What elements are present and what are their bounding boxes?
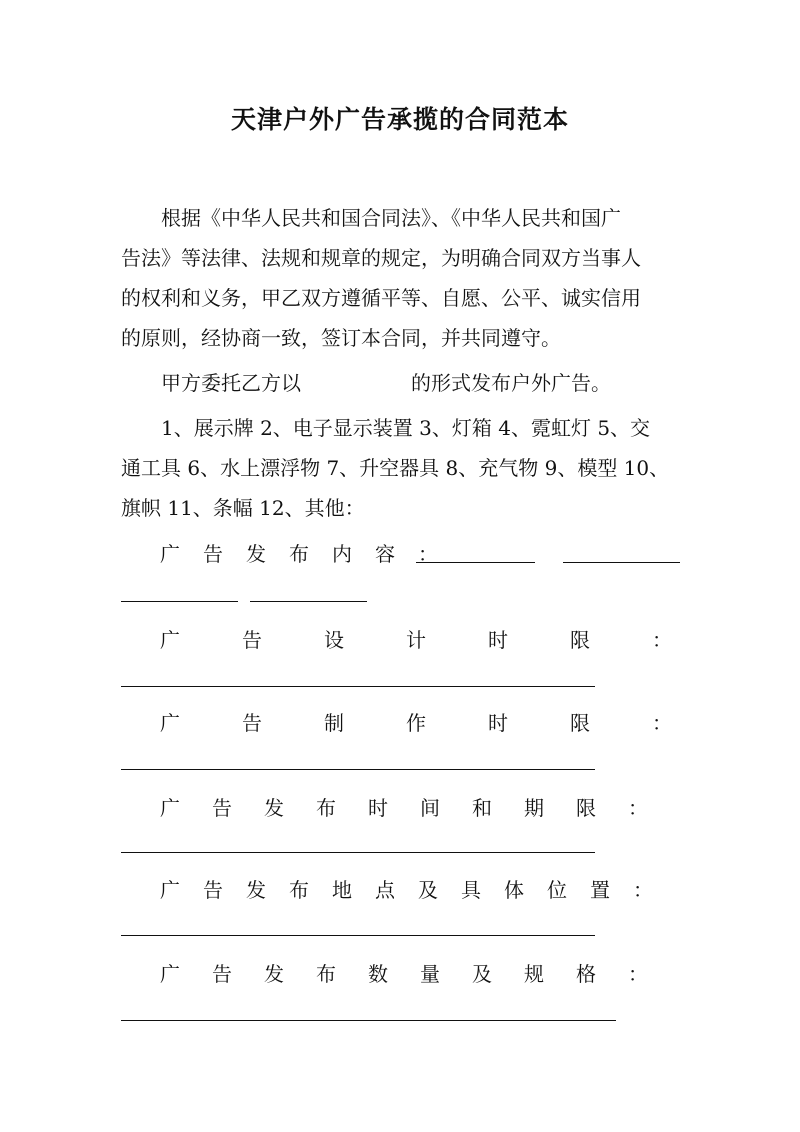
production-blank [121,769,595,770]
content-blank-2 [563,562,680,563]
field-label-char: 点 [375,878,395,902]
field-label-char: 广 [160,628,180,652]
field-quantity-spec [160,958,680,987]
field-label-char: ： [633,878,653,902]
field-label-char: 体 [504,878,524,902]
options-line-1: 1、展示牌 2、电子显示装置 3、灯箱 4、霓虹灯 5、交 [161,416,651,440]
field-label-char: 数 [368,962,388,986]
field-label-char: ： [652,711,672,735]
document-title: 天津户外广告承揽的合同范本 [230,105,569,134]
intro-line-3: 的权利和义务，甲乙双方遵循平等、自愿、公平、诚实信用 [121,286,641,310]
field-label-char: 内 [332,542,352,566]
design-blank [121,686,595,687]
field-label-char: 广 [160,542,180,566]
quantity-blank [121,1020,616,1021]
field-label-char: 格 [576,962,596,986]
field-label-char: 容 [375,542,395,566]
field-label-char: 具 [461,878,481,902]
field-label-char: 位 [547,878,567,902]
field-label-char: 广 [160,962,180,986]
field-label-char: 发 [246,878,266,902]
field-label-char: 间 [420,796,440,820]
field-label-char: ： [652,628,672,652]
field-label-char: 量 [420,962,440,986]
field-label-char: 布 [316,796,336,820]
field-label-char: 时 [488,711,508,735]
field-label-char: 期 [524,796,544,820]
options-paragraph [121,408,683,528]
options-line-3: 旗帜 11、条幅 12、其他： [121,496,365,520]
field-label-char: ： [628,962,648,986]
content-blank-1 [416,562,535,563]
location-blank [121,935,595,936]
entrust-after: 的形式发布户外广告。 [411,371,611,395]
field-label-char: 告 [203,878,223,902]
field-label-char: ： [418,542,438,566]
field-label-char: 发 [246,542,266,566]
field-label-char: 广 [160,878,180,902]
field-label-char: 限 [576,796,596,820]
options-line-2: 通工具 6、水上漂浮物 7、升空器具 8、充气物 9、模型 10、 [121,456,670,480]
field-label-char: 布 [289,542,309,566]
intro-line-4: 的原则，经协商一致，签订本合同，并共同遵守。 [121,326,561,350]
entrust-before: 甲方委托乙方以 [161,371,301,395]
publish-blank [121,852,595,853]
field-production-time [160,707,734,736]
field-label-char: 置 [590,878,610,902]
field-label-char: 布 [316,962,336,986]
field-label-char: 告 [212,796,232,820]
field-label-char: 告 [212,962,232,986]
field-location [160,874,676,903]
field-label-char: 时 [488,628,508,652]
field-label-char: 作 [406,711,426,735]
field-label-char: 地 [332,878,352,902]
field-label-char: 规 [524,962,544,986]
field-label-char: 布 [289,878,309,902]
content-blank-3 [121,601,238,602]
entrust-line [121,363,683,403]
field-design-time [160,624,734,653]
field-label-char: 广 [160,796,180,820]
field-label-char: 及 [418,878,438,902]
field-label-char: ： [628,796,648,820]
field-label-char: 设 [324,628,344,652]
field-label-char: 发 [264,962,284,986]
intro-line-2: 告法》等法律、法规和规章的规定，为明确合同双方当事人 [121,246,641,270]
field-label-char: 广 [160,711,180,735]
field-label-char: 告 [242,628,262,652]
field-label-char: 及 [472,962,492,986]
content-blank-4 [250,601,367,602]
field-label-char: 制 [324,711,344,735]
field-label-char: 计 [406,628,426,652]
field-label-char: 和 [472,796,492,820]
entrust-paragraph [121,363,683,403]
field-label-char: 时 [368,796,388,820]
field-publish-time [160,792,680,821]
field-label-char: 发 [264,796,284,820]
field-label-char: 限 [570,628,590,652]
field-label-char: 告 [242,711,262,735]
field-label-char: 限 [570,711,590,735]
intro-paragraph [121,198,683,358]
field-label-char: 告 [203,542,223,566]
intro-line-1: 根据《中华人民共和国合同法》、《中华人民共和国广 [161,206,621,230]
